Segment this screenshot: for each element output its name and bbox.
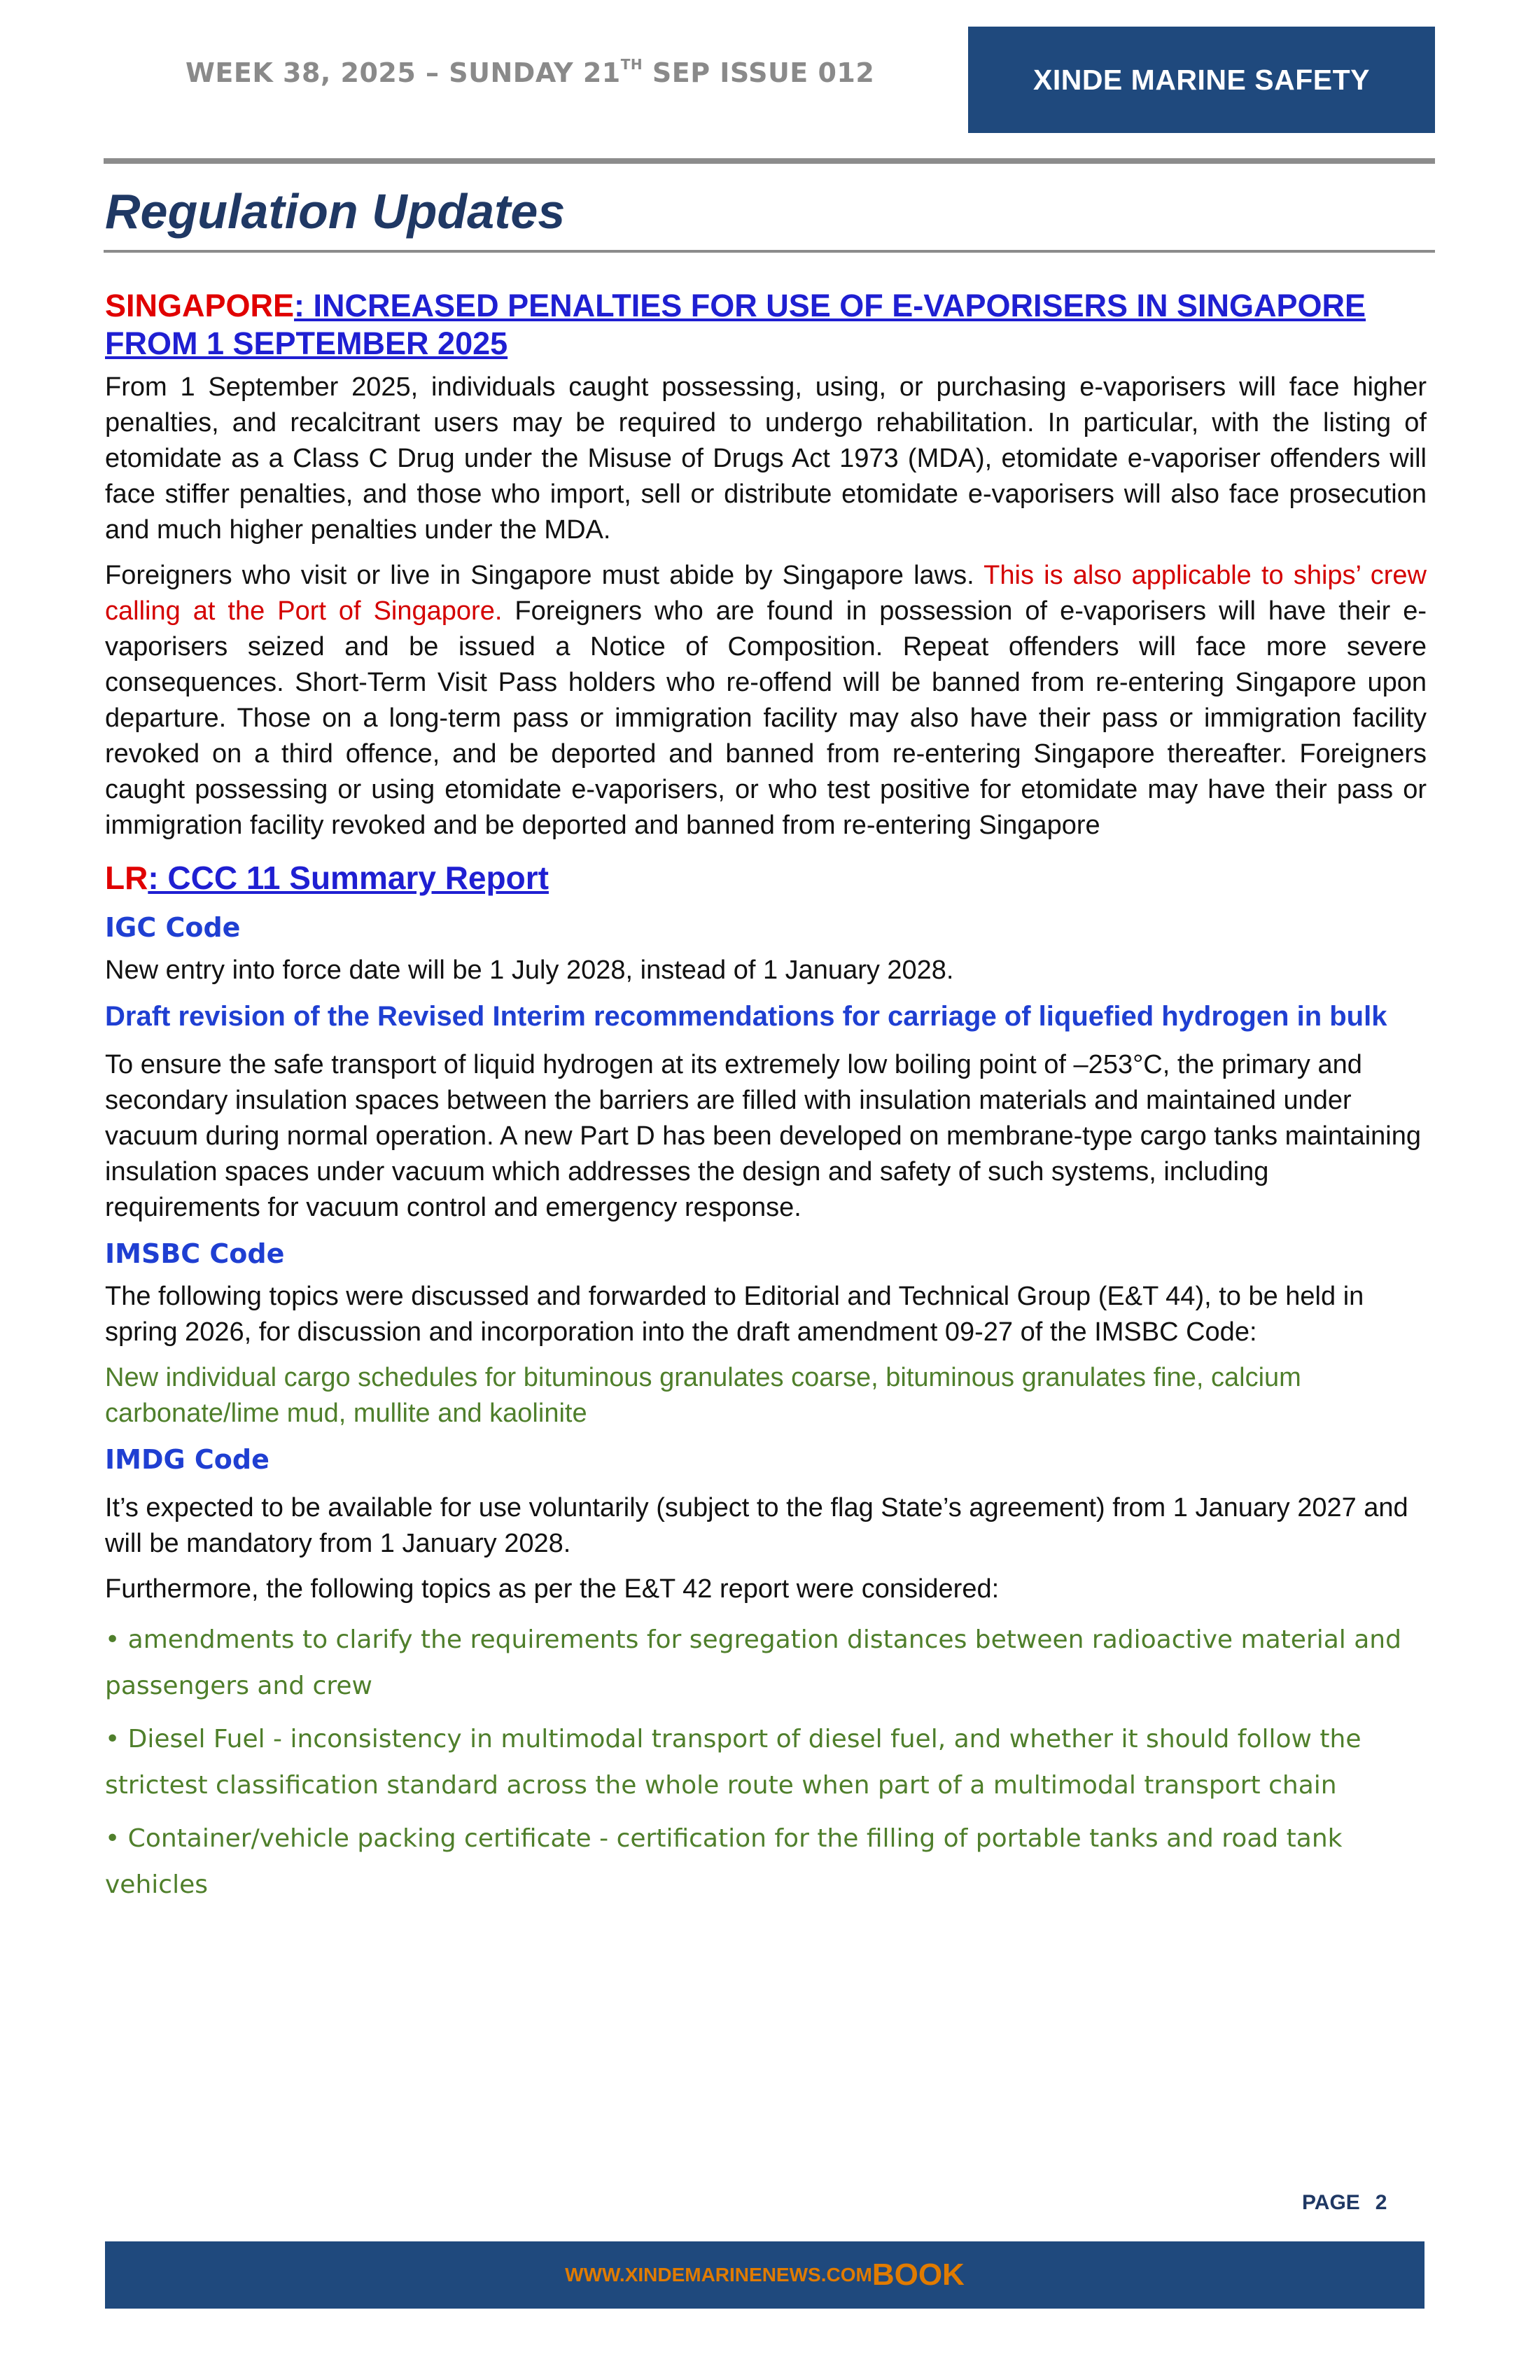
subheading-imsbc: IMSBC Code [105, 1238, 285, 1269]
brand-banner [968, 27, 1435, 133]
list-item: • Container/vehicle packing certificate - certification for the filling of portable tanks and road tank vehicles [105, 1824, 1343, 1899]
hydrogen-text: To ensure the safe transport of liquid hydrogen at its extremely low boiling point of –253°C, the primary and secondary insulation spaces between the barriers are filled with insulation materials and maintained under vacuum during normal operation. A new Part D has been developed on membrane-type cargo tanks maintaining insulation spaces under vacuum which addresses the design and safety of such systems, including requirements for vacuum control and emergency response. [105, 1050, 1421, 1222]
article-heading-lr [105, 859, 1427, 897]
imdg-text: Furthermore, the following topics as per the E&T 42 report were considered: [105, 1574, 1000, 1604]
issue-date: WEEK 38, 2025 – SUNDAY 21 [186, 57, 621, 88]
imdg-text: It’s expected to be available for use voluntarily (subject to the flag State’s agreement) from 1 January 2027 and will be mandatory from 1 January 2028. [105, 1493, 1408, 1558]
footer-url-link[interactable]: WWW.XINDEMARINENEWS.COM [565, 2264, 872, 2286]
igc-text: New entry into force date will be 1 July 2028, instead of 1 January 2028. [105, 955, 954, 985]
section-title: Regulation Updates [105, 184, 566, 239]
article-source: SINGAPORE [105, 288, 295, 323]
article-paragraph: From 1 September 2025, individuals caught possessing, using, or purchasing e-vaporisers will face higher penalties, and recalcitrant users may be required to undergo rehabilitation. In particular, with the listing of etomidate as a Class C Drug under the Misuse of Drugs Act 1973 (MDA), etomidate e-vaporiser offenders will face stiffer penalties, and those who import, sell or distribute etomidate e-vaporisers will also face prosecution and much higher penalties under the MDA. [105, 372, 1427, 545]
imsbc-green-text: New individual cargo schedules for bituminous granulates coarse, bituminous granulates fine, calcium carbonate/lime mud, mullite and kaolinite [105, 1363, 1301, 1428]
imsbc-text: The following topics were discussed and forwarded to Editorial and Technical Group (E&T 44), to be held in spring 2026, for discussion and incorporation into the draft amendment 09-27 of the IMSBC Code: [105, 1282, 1364, 1347]
date-suffix: TH [620, 56, 643, 73]
subheading-hydrogen: Draft revision of the Revised Interim recommendations for carriage of liquefied hydrogen in bulk [105, 1001, 1387, 1032]
title-divider [104, 250, 1435, 253]
article-source: LR [105, 860, 148, 896]
article-title-link[interactable]: : INCREASED PENALTIES FOR USE OF E-VAPORISERS IN SINGAPORE FROM 1 SEPTEMBER 2025 [105, 288, 1366, 361]
header-divider [104, 158, 1435, 164]
list-item: • amendments to clarify the requirements for segregation distances between radioactive material and passengers and crew [105, 1625, 1401, 1700]
brand-name: XINDE MARINE SAFETY [1032, 63, 1371, 96]
highlight-text: This is also applicable to ships’ crew calling at the Port of Singapore. [105, 561, 1427, 626]
page-number [1302, 2191, 1387, 2215]
article-paragraph [105, 558, 1427, 844]
page-number-value: 2 [1375, 2191, 1387, 2214]
paragraph-text: Foreigners who visit or live in Singapore must abide by Singapore laws. [105, 561, 984, 590]
subheading-igc: IGC Code [105, 912, 241, 943]
article-heading-singapore [105, 287, 1427, 363]
issue-info [186, 56, 886, 88]
footer-bar [105, 2241, 1424, 2309]
issue-number: SEP ISSUE 012 [643, 57, 875, 88]
article-title-link[interactable]: : CCC 11 Summary Report [148, 860, 549, 896]
paragraph-text: Foreigners who are found in possession of e-vaporisers will have their e-vaporisers seized and be issued a Notice of Composition. Repeat offenders will face more severe consequences. Short-Term Visit Pass holders who re-offend will be banned from re-entering Singapore upon departure. Those on a long-term pass or immigration facility may also have their pass or immigration facility revoked on a third offence, and be deported and banned from re-entering Singapore thereafter. Foreigners caught possessing or using etomidate e-vaporisers, or who test positive for etomidate may have their pass or immigration facility revoked and be deported and banned from re-entering Singapore [105, 596, 1427, 840]
subheading-imdg: IMDG Code [105, 1444, 270, 1475]
main-content [105, 287, 1427, 1915]
page-label: PAGE [1302, 2191, 1360, 2214]
list-item: • Diesel Fuel - inconsistency in multimodal transport of diesel fuel, and whether it should follow the strictest classification standard across the whole route when part of a multimodal transport chain [105, 1725, 1362, 1800]
footer-book: BOOK [872, 2258, 965, 2292]
